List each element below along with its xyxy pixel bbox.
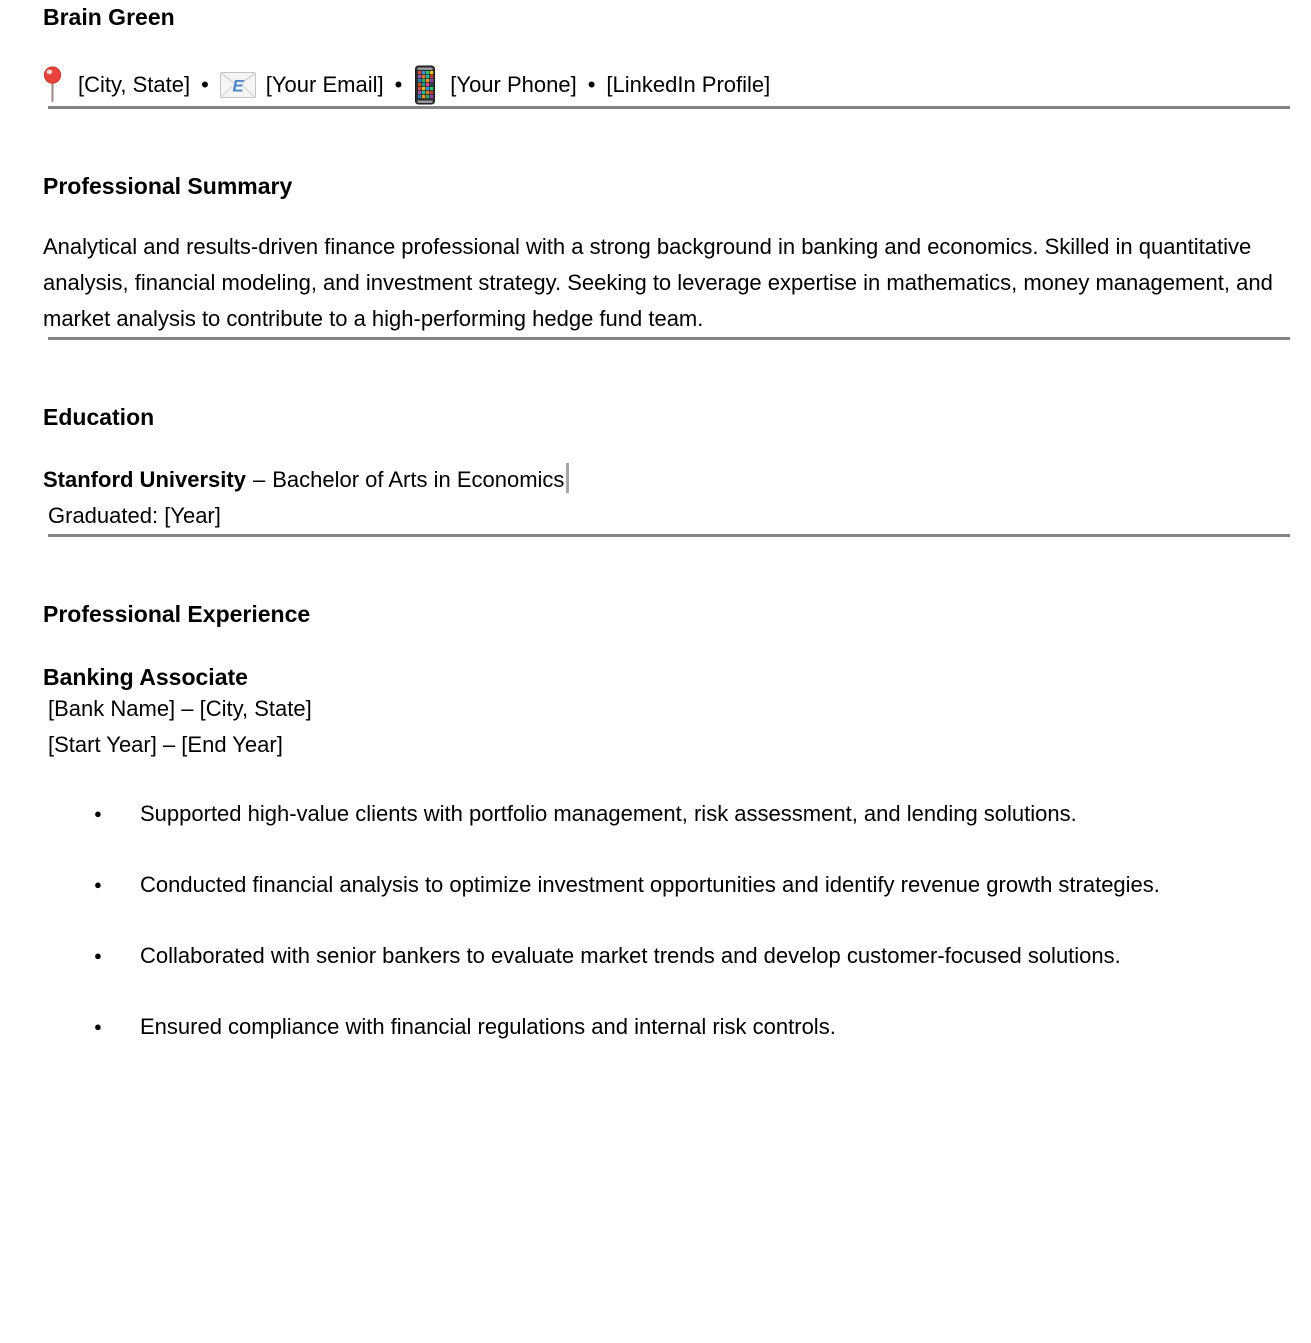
- job-employer-line[interactable]: [Bank Name] – [City, State]: [48, 696, 312, 721]
- education-dash: –: [252, 467, 266, 492]
- contact-email[interactable]: [Your Email]: [265, 72, 384, 97]
- section-heading-experience[interactable]: Professional Experience: [43, 601, 311, 627]
- section-divider: [48, 337, 1290, 340]
- contact-line[interactable]: [43, 64, 1290, 106]
- bullet-item[interactable]: ● Ensured compliance with financial regulations and internal risk controls.: [43, 1009, 1290, 1045]
- education-degree: Bachelor of Arts in Economics: [272, 467, 565, 492]
- contact-separator: •: [394, 72, 403, 97]
- text-cursor: [566, 463, 569, 493]
- section-heading-education[interactable]: Education: [43, 404, 155, 430]
- resume-name[interactable]: Brain Green: [43, 4, 175, 30]
- bullet-item[interactable]: ● Supported high-value clients with portfolio management, risk assessment, and lending solutions.: [43, 796, 1290, 832]
- svg-text:E: E: [232, 76, 244, 96]
- section-heading-summary[interactable]: Professional Summary: [43, 173, 293, 199]
- contact-separator: •: [201, 72, 209, 97]
- location-pin-icon: [43, 66, 62, 104]
- bullet-item[interactable]: ● Conducted financial analysis to optimize investment opportunities and identify revenue growth strategies.: [43, 867, 1290, 903]
- education-school: Stanford University: [43, 467, 246, 492]
- contact-linkedin[interactable]: [LinkedIn Profile]: [606, 72, 771, 97]
- education-degree-line[interactable]: [43, 462, 1290, 498]
- contact-separator: •: [587, 72, 596, 97]
- email-icon: [220, 72, 256, 98]
- summary-paragraph[interactable]: Analytical and results-driven finance professional with a strong background in banking and economics. Skilled in quantitative analysis, financial modeling, and investment strategy. Seeking to leverage expertise in mathematics, money management, and market analysis to contribute to a high-performing hedge fund team.: [43, 234, 1273, 331]
- contact-phone[interactable]: [Your Phone]: [450, 72, 577, 97]
- experience-bullet-list: [43, 796, 1290, 1045]
- education-graduated-line[interactable]: Graduated: [Year]: [48, 503, 221, 528]
- job-dates-line[interactable]: [Start Year] – [End Year]: [48, 732, 283, 757]
- contact-location[interactable]: [City, State]: [78, 72, 191, 97]
- section-divider: [48, 534, 1290, 537]
- mobile-phone-icon: [415, 65, 435, 105]
- bullet-item[interactable]: ● Collaborated with senior bankers to evaluate market trends and develop customer-focused solutions.: [43, 938, 1290, 974]
- section-divider: [48, 106, 1290, 109]
- job-title[interactable]: Banking Associate: [43, 664, 248, 690]
